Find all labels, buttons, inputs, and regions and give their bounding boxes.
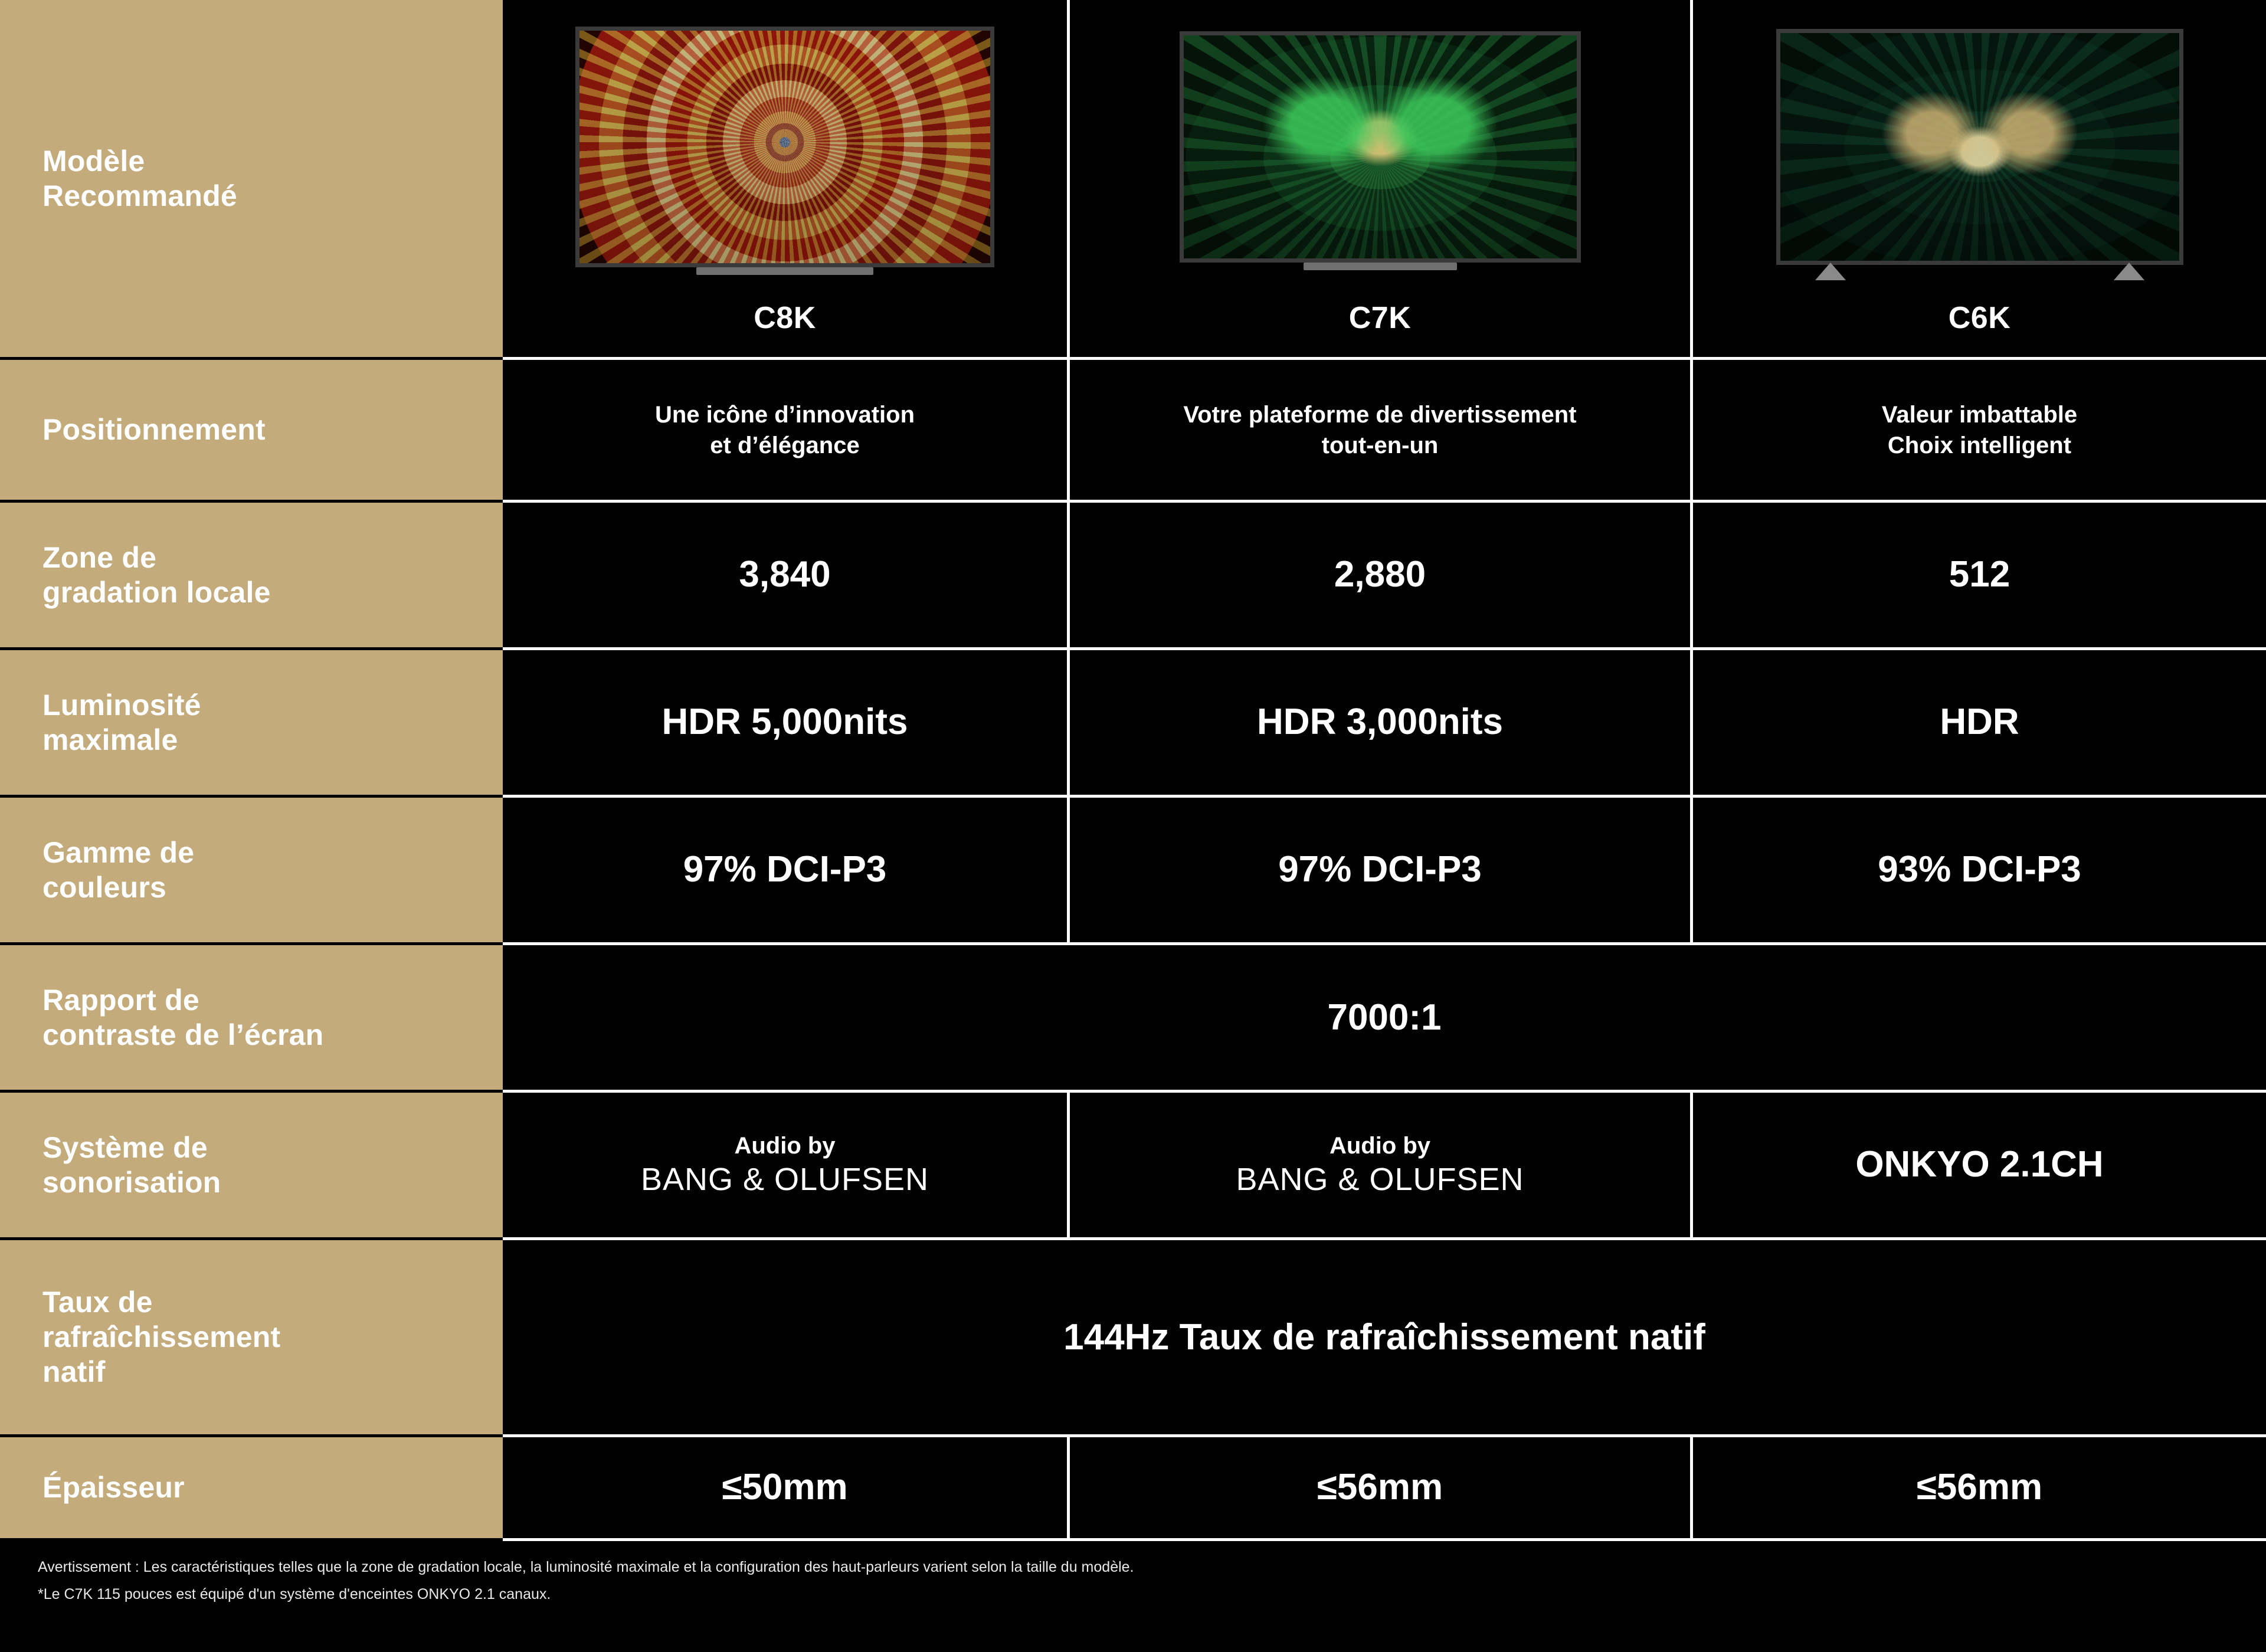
- local-dimming-cell-c7k: [1067, 503, 1690, 650]
- tv-illustration-c7k-wrap: [1084, 6, 1676, 287]
- tv-stand-c7k: [1304, 263, 1457, 270]
- row-label-thickness: [0, 1437, 503, 1541]
- color-gamut-value-c8k: 97% DCI-P3: [683, 849, 887, 890]
- row-label-sound-system: [0, 1093, 503, 1240]
- local-dimming-value-c8k: 3,840: [739, 554, 831, 595]
- row-label-peak-brightness-text: Luminosité maximale: [42, 688, 201, 756]
- peak-brightness-cell-c6k: [1690, 650, 2266, 798]
- positioning-value-c8k: Une icône d’innovation et d’élégance: [654, 401, 915, 458]
- sound-system-cell-c7k: [1067, 1093, 1690, 1240]
- sound-system-brand-c7k: BANG & OLUFSEN: [1236, 1162, 1524, 1198]
- peak-brightness-cell-c7k: [1067, 650, 1690, 798]
- model-cell-c7k: [1067, 0, 1690, 360]
- color-gamut-cell-c6k: [1690, 798, 2266, 945]
- model-cell-c8k: [503, 0, 1067, 360]
- footnotes: [0, 1541, 2266, 1605]
- row-label-sound-system-text: Système de sonorisation: [42, 1130, 221, 1199]
- contrast-ratio-cell-all: [503, 945, 2266, 1093]
- tv-illustration-c7k: [1180, 31, 1581, 263]
- row-label-contrast-ratio-text: Rapport de contraste de l’écran: [42, 983, 324, 1051]
- thickness-value-c7k: ≤56mm: [1317, 1467, 1443, 1508]
- sound-system-prefix-c7k: Audio by: [1329, 1133, 1431, 1159]
- sound-system-brand-c6k: ONKYO 2.1CH: [1855, 1144, 2104, 1185]
- color-gamut-value-c7k: 97% DCI-P3: [1278, 849, 1482, 890]
- row-label-refresh-rate: [0, 1240, 503, 1437]
- sound-system-prefix-c8k: Audio by: [734, 1133, 836, 1159]
- model-name-c7k: C7K: [1348, 301, 1412, 335]
- row-label-positioning: [0, 360, 503, 503]
- row-label-model-text: Modèle Recommandé: [42, 144, 237, 212]
- peak-brightness-cell-c8k: [503, 650, 1067, 798]
- contrast-ratio-value: 7000:1: [1327, 997, 1442, 1038]
- row-label-refresh-rate-text: Taux de rafraîchissement natif: [42, 1286, 281, 1388]
- screen-art-c8k: [579, 31, 990, 263]
- tv-illustration-c8k-wrap: [517, 6, 1053, 287]
- row-label-color-gamut-text: Gamme de couleurs: [42, 835, 195, 904]
- color-gamut-value-c6k: 93% DCI-P3: [1878, 849, 2081, 890]
- peak-brightness-value-c8k: HDR 5,000nits: [662, 702, 908, 743]
- row-label-local-dimming-text: Zone de gradation locale: [42, 540, 271, 609]
- tv-illustration-c6k: [1776, 29, 2183, 265]
- local-dimming-value-c6k: 512: [1949, 554, 2010, 595]
- tv-illustration-c6k-wrap: [1707, 6, 2252, 287]
- peak-brightness-value-c7k: HDR 3,000nits: [1257, 702, 1503, 743]
- local-dimming-value-c7k: 2,880: [1334, 554, 1426, 595]
- thickness-cell-c6k: [1690, 1437, 2266, 1541]
- color-gamut-cell-c7k: [1067, 798, 1690, 945]
- local-dimming-cell-c6k: [1690, 503, 2266, 650]
- row-label-model: [0, 0, 503, 360]
- model-name-c6k: C6K: [1948, 301, 2011, 335]
- positioning-cell-c8k: [503, 360, 1067, 503]
- positioning-cell-c7k: [1067, 360, 1690, 503]
- row-label-positioning-text: Positionnement: [42, 413, 266, 446]
- model-cell-c6k: [1690, 0, 2266, 360]
- tv-foot-right-c6k: [2114, 263, 2144, 280]
- footnote-c7k-onkyo: *Le C7K 115 pouces est équipé d'un système d'enceintes ONKYO 2.1 canaux.: [38, 1585, 551, 1602]
- tv-stand-c8k: [696, 267, 873, 275]
- sound-system-cell-c8k: [503, 1093, 1067, 1240]
- color-gamut-cell-c8k: [503, 798, 1067, 945]
- sound-system-brand-c8k: BANG & OLUFSEN: [640, 1162, 929, 1198]
- model-name-c8k: C8K: [754, 301, 816, 335]
- local-dimming-cell-c8k: [503, 503, 1067, 650]
- refresh-rate-cell-all: [503, 1240, 2266, 1437]
- thickness-cell-c8k: [503, 1437, 1067, 1541]
- refresh-rate-value: 144Hz Taux de rafraîchissement natif: [1063, 1317, 1705, 1358]
- positioning-value-c7k: Votre plateforme de divertissement tout-en-un: [1183, 401, 1577, 458]
- peak-brightness-value-c6k: HDR: [1940, 702, 2019, 743]
- row-label-color-gamut: [0, 798, 503, 945]
- row-label-thickness-text: Épaisseur: [42, 1471, 185, 1504]
- row-label-local-dimming: [0, 503, 503, 650]
- tv-foot-left-c6k: [1815, 263, 1846, 280]
- footnote-disclaimer: Avertissement : Les caractéristiques telles que la zone de gradation locale, la luminosité maximale et la configuration des haut-parleurs varient selon la taille du modèle.: [38, 1559, 1134, 1575]
- thickness-value-c8k: ≤50mm: [722, 1467, 848, 1508]
- positioning-value-c6k: Valeur imbattable Choix intelligent: [1881, 401, 2078, 458]
- sound-system-cell-c6k: [1690, 1093, 2266, 1240]
- screen-art-c7k: [1184, 35, 1577, 258]
- tv-illustration-c8k: [575, 27, 994, 267]
- row-label-peak-brightness: [0, 650, 503, 798]
- row-label-contrast-ratio: [0, 945, 503, 1093]
- positioning-cell-c6k: [1690, 360, 2266, 503]
- thickness-cell-c7k: [1067, 1437, 1690, 1541]
- thickness-value-c6k: ≤56mm: [1916, 1467, 2043, 1508]
- screen-art-c6k: [1780, 33, 2179, 261]
